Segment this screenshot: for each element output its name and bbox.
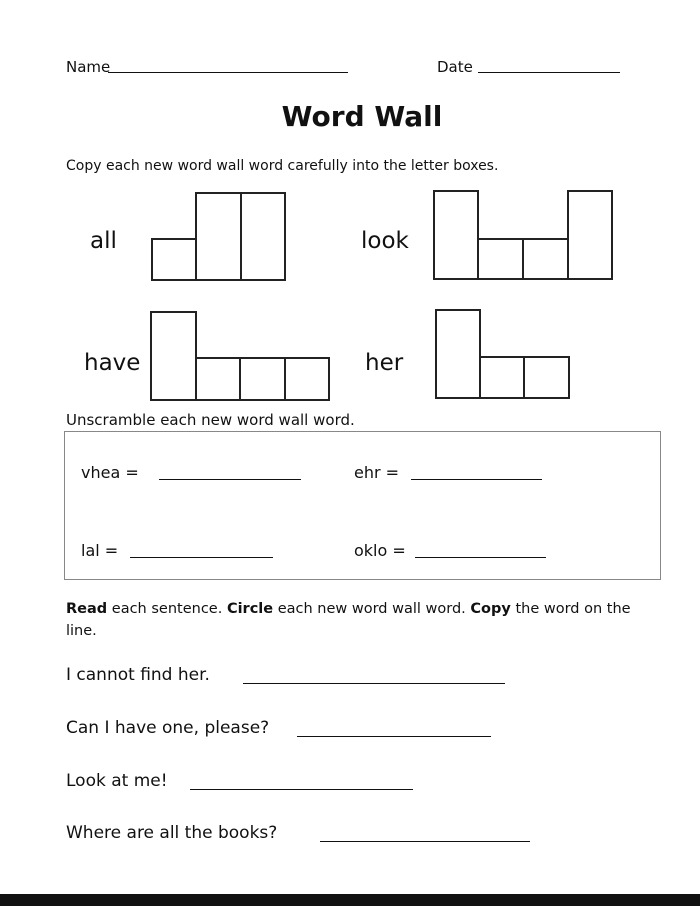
name-line[interactable] xyxy=(108,72,348,73)
instruction-text: the word on the line. xyxy=(66,601,631,639)
scramble-lal: lal = xyxy=(81,541,119,560)
letter-box[interactable] xyxy=(567,190,613,280)
word-have: have xyxy=(84,350,141,376)
letter-box[interactable] xyxy=(523,356,570,399)
letter-box[interactable] xyxy=(433,190,479,280)
instruction-text: each sentence. xyxy=(107,601,227,617)
date-line[interactable] xyxy=(478,72,620,73)
scramble-ehr: ehr = xyxy=(354,463,400,482)
answer-line[interactable] xyxy=(411,479,542,480)
copy-line[interactable] xyxy=(243,683,505,684)
letter-box[interactable] xyxy=(150,311,197,401)
letter-box[interactable] xyxy=(151,238,197,281)
instruction-circle: Circle xyxy=(226,601,274,617)
letter-box[interactable] xyxy=(477,238,524,280)
word-look: look xyxy=(361,228,409,254)
instruction-text: each new word wall word. xyxy=(273,601,471,617)
instruction-read: Read xyxy=(66,601,108,617)
scramble-oklo: oklo = xyxy=(354,541,406,560)
word-her: her xyxy=(365,350,404,376)
name-label: Name xyxy=(66,58,111,76)
sentence-4: Where are all the books? xyxy=(66,823,278,843)
letter-box[interactable] xyxy=(479,356,525,399)
letter-box[interactable] xyxy=(240,192,286,281)
copy-line[interactable] xyxy=(190,789,413,790)
answer-line[interactable] xyxy=(159,479,301,480)
date-label: Date xyxy=(437,58,473,76)
letter-box[interactable] xyxy=(239,357,286,401)
letter-box[interactable] xyxy=(195,357,241,401)
instruction-copy: Copy xyxy=(470,601,511,617)
sentence-3: Look at me! xyxy=(66,771,168,791)
scramble-vhea: vhea = xyxy=(81,463,139,482)
letter-box[interactable] xyxy=(195,192,242,281)
sentence-2: Can I have one, please? xyxy=(66,718,270,738)
answer-line[interactable] xyxy=(415,557,546,558)
section3-instruction xyxy=(66,598,656,642)
letter-box[interactable] xyxy=(522,238,569,280)
letter-box[interactable] xyxy=(284,357,330,401)
word-all: all xyxy=(90,228,117,254)
answer-line[interactable] xyxy=(130,557,273,558)
sentence-1: I cannot find her. xyxy=(66,665,210,685)
copy-line[interactable] xyxy=(297,736,491,737)
bottom-edge-bar xyxy=(0,894,700,906)
letter-box[interactable] xyxy=(435,309,481,399)
page-title: Word Wall xyxy=(281,100,443,133)
section1-instruction: Copy each new word wall word carefully into the letter boxes. xyxy=(66,158,499,174)
copy-line[interactable] xyxy=(320,841,530,842)
section2-instruction: Unscramble each new word wall word. xyxy=(66,411,355,429)
